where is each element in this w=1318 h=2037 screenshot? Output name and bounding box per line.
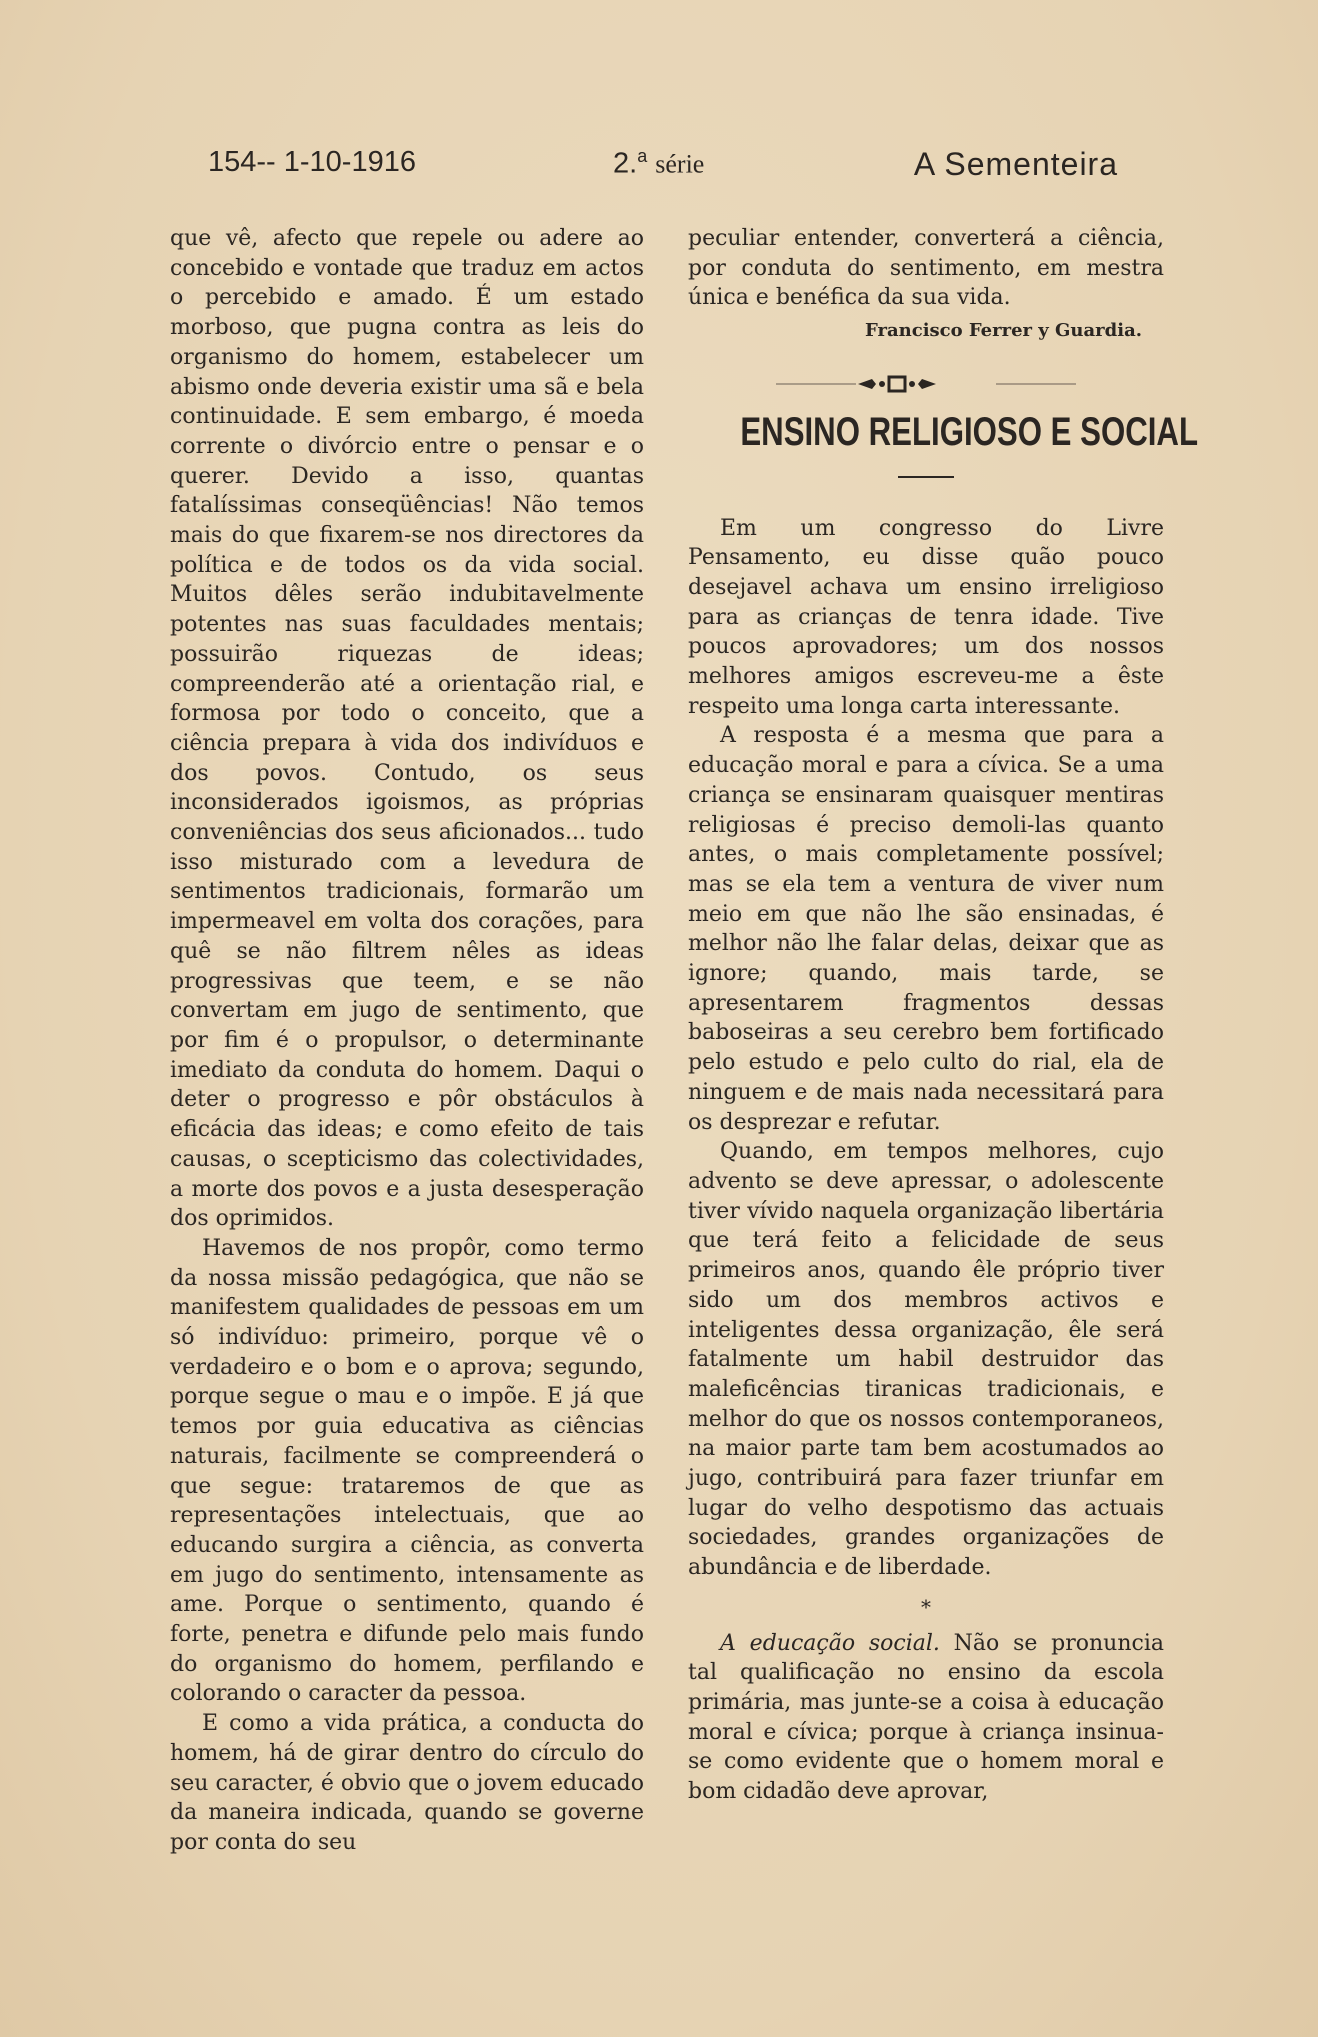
heading-rule [898,476,954,478]
article-heading: ENSINO RELIGIOSO E SOCIAL [740,409,1199,454]
series-superscript: a [637,146,648,166]
right-paragraph-1: peculiar entender, converterá a ciência, por conduta do sentimento, em mestra única e benéfica da sua vida. [688,226,1164,311]
journal-title: A Sementeira [913,146,1118,182]
page-number-date: 154-- 1-10-1916 [208,146,416,178]
left-paragraph-1: que vê, afecto que repele ou adere ao concebido e vontade que traduz em actos o percebido e amado. É um estado morboso, que pugna contra as leis do organismo do homem, estabelecer um abismo onde deveria existir uma sã e bela continuidade. E sem embargo, é moeda corrente o divórcio entre o pensar e o querer. Devido a isso, quantas fatalíssimas conseqüências! Não temos mais do que fixarem-se nos directores da política e de todos os da vida social. Muitos dêles serão indubitavelmente potentes nas suas faculdades mentais; possuirão riquezas de ideas; compreenderão até a orientação rial, e formosa por todo o conceito, que a ciência prepara à vida dos indivíduos e dos povos. Contudo, os seus inconsiderados igoismos, as próprias conveniências dos seus aficionados... tudo isso misturado com a levedura de sentimentos tradicionais, formarão um impermeavel em volta dos corações, para quê se não filtrem nêles as ideas progressivas que teem, e se não convertam em jugo de sentimento, que por fim é o propulsor, o determinante imediato da conduta do homem. Daqui o deter o progresso e pôr obstáculos à eficácia das ideas; e como efeito de tais causas, o scepticismo das colectividades, a morte dos povos e a justa desesperação dos oprimidos. [170,226,644,1232]
ornament-svg [776,372,1076,396]
right-paragraph-4: Quando, em tempos melhores, cujo advento se deve apressar, o adolescente tiver vívido naquela organização libertária que terá feito a felicidade de seus primeiros anos, quando êle próprio tiver sido um dos membros activos e inteligentes dessa organização, êle será fatalmente um habil destruidor das maleficências tiranicas tradicionais, e melhor do que os nossos contemporaneos, na maior parte tam bem acostumados ao jugo, contribuirá para fazer triunfar em lugar do velho despotismo das actuais sociedades, grandes organizações de abundância e de liberdade. [688,1139,1164,1581]
series-label [613,146,704,181]
author-signature: Francisco Ferrer y Guardia. [865,320,1142,342]
page-header [208,146,1118,186]
section-separator-star: * [921,1594,931,1619]
series-word: série [655,149,705,179]
right-column [688,224,1199,1807]
series-number: 2. [613,147,638,180]
ornamental-divider-icon [688,364,1164,404]
right-paragraph-2: Em um congresso do Livre Pensamento, eu disse quão pouco desejavel achava um ensino irreligioso para as crianças de tenra idade. Tive poucos aprovadores; um dos nossos melhores amigos escreveu-me a êste respeito uma longa carta interessante. [688,515,1164,719]
right-paragraph-5-text: Não se pronuncia tal qualificação no ensino da escola primária, mas junte-se a coisa à educação moral e cívica; porque à criança insinua-se como evidente que o homem moral e bom cidadão deve aprovar, [688,1630,1164,1805]
left-paragraph-3: E como a vida prática, a conducta do homem, há de girar dentro do círculo do seu caracter, é obvio que o jovem educado da maneira indicada, quando se governe por conta do seu [170,1711,644,1855]
left-paragraph-2: Havemos de nos propôr, como termo da nossa missão pedagógica, que não se manifestem qualidades de pessoas em um só indivíduo: primeiro, porque vê o verdadeiro e o bom e o aprova; segundo, porque segue o mau e o impõe. E já que temos por guia educativa as ciências naturais, facilmente se compreenderá o que segue: trataremos de que as representações intelectuais, que ao educando surgira a ciência, as converta em jugo do sentimento, intensamente as ame. Porque o sentimento, quando é forte, penetra e difunde pelo mais fundo do organismo do homem, perfilando e colorando o caracter da pessoa. [170,1235,644,1707]
section-title-italic: A educação social. [720,1630,940,1656]
right-paragraph-5 [688,1629,1164,1807]
left-column [170,224,644,1858]
right-paragraph-3: A resposta é a mesma que para a educação moral e para a cívica. Se a uma criança se ensinaram quaisquer mentiras religiosas é preciso demoli-las quanto antes, o mais completamente possível; mas se ela tem a ventura de viver num meio em que não lhe são ensinadas, é melhor não lhe falar delas, deixar que as ignore; quando, mais tarde, se apresentarem fragmentos dessas baboseiras a seu cerebro bem fortificado pelo estudo e pelo culto do rial, ela de ninguem e de mais nada necessitará para os desprezar e refutar. [688,723,1164,1135]
